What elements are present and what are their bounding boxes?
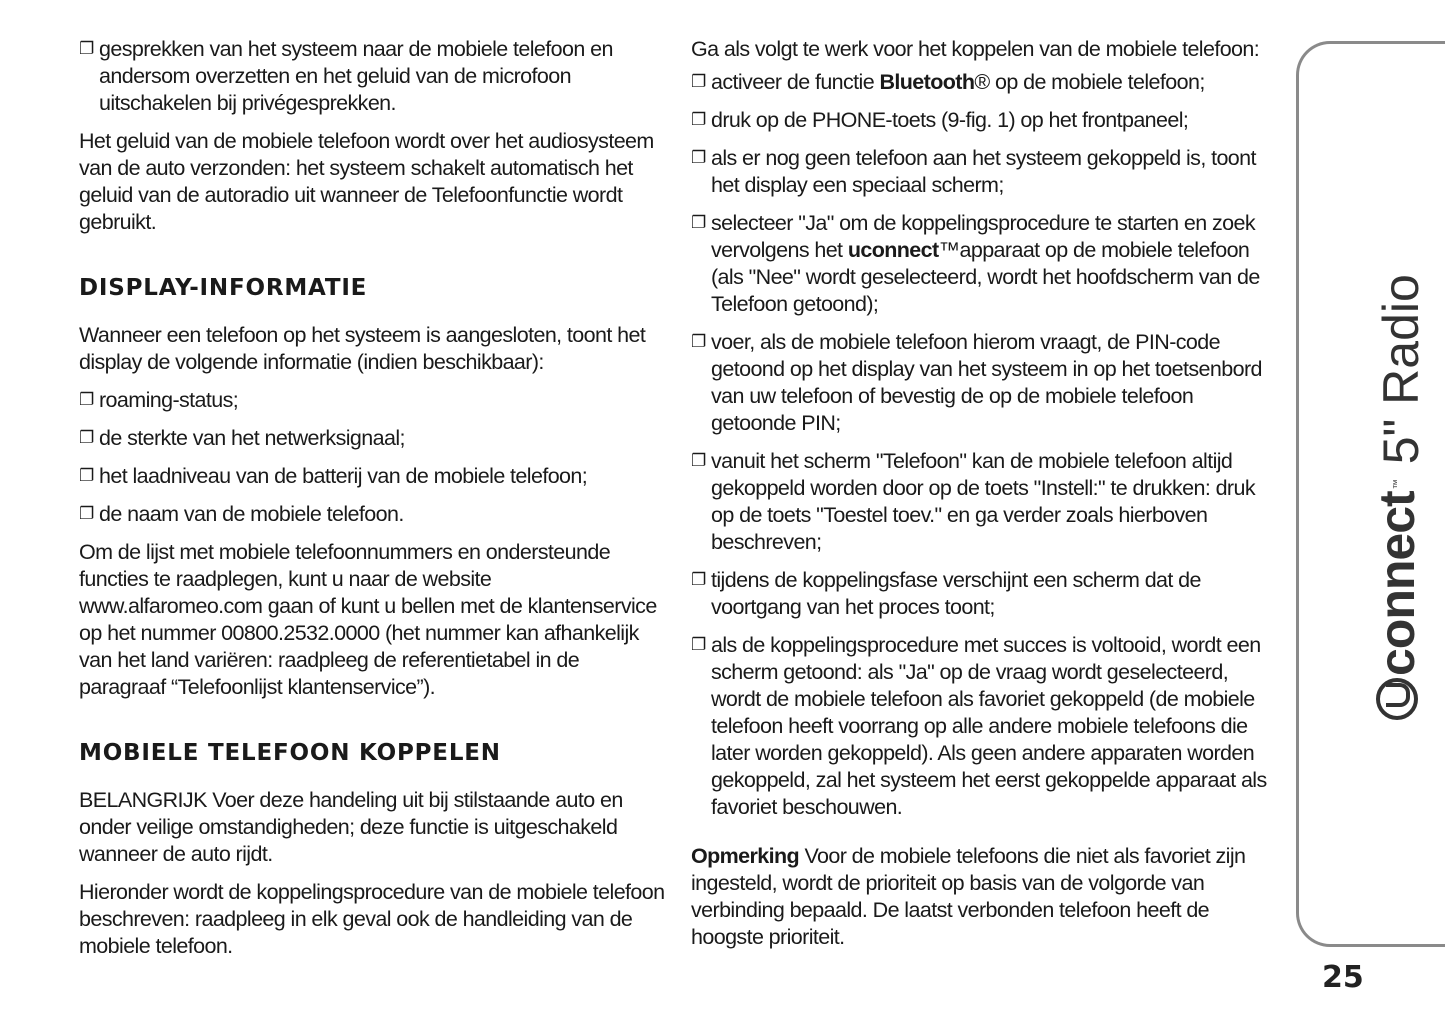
list-item: ❐ het laadniveau van de batterij van de mobiele telefoon; (79, 463, 669, 490)
paragraph-belangrijk: BELANGRIJK Voer deze handeling uit bij stilstaande auto en onder veilige omstandigheden; deze functie is uitgeschakeld wanneer de auto rijdt. (79, 788, 623, 866)
list-item (691, 69, 1281, 96)
text: ™apparaat op de mobiele telefoon (als "Nee" wordt geselecteerd, wordt het hoofdscherm van de Telefoon getoond); (711, 238, 1260, 316)
trademark: ™ (1391, 480, 1403, 490)
page-number: 25 (1322, 960, 1364, 995)
list-item: ❐ roaming-status; (79, 387, 669, 414)
list-item: ❐ tijdens de koppelingsfase verschijnt een scherm dat de voortgang van het proces toont; (691, 567, 1281, 621)
list-item: ❐ vanuit het scherm "Telefoon" kan de mobiele telefoon altijd gekoppeld worden door op de toets "Instell:" te drukken: druk op de toets "Toestel toev." en ga verder zoals hierboven beschreven; (691, 448, 1281, 556)
text: selecteer "Ja" om de koppelingsprocedure te starten en zoek vervolgens het (711, 211, 1255, 262)
logo-text: connect (1369, 491, 1425, 676)
note-label: Opmerking (691, 844, 800, 868)
paragraph-display: Wanneer een telefoon op het systeem is aangesloten, toont het display de volgende informatie (indien beschikbaar): (79, 323, 646, 374)
list-item (691, 210, 1281, 318)
paragraph-audio: Het geluid van de mobiele telefoon wordt over het audiosysteem van de auto verzonden: het systeem schakelt automatisch het geluid van de autoradio uit wanneer de Telefoonfunctie wordt gebruikt. (79, 129, 654, 234)
paragraph-procedure: Hieronder wordt de koppelingsprocedure van de mobiele telefoon beschreven: raadpleeg in elk geval ook de handleiding van de mobiele telefoon. (79, 880, 665, 958)
uconnect-term: uconnect (847, 238, 939, 262)
note-paragraph (691, 843, 1281, 951)
chapter-subtitle: 5" Radio (1373, 274, 1429, 465)
list-item: ❐ voer, als de mobiele telefoon hierom vraagt, de PIN-code getoond op het display van het systeem in op het toetsenbord van uw telefoon of bevestig de op de mobiele telefoon getoonde PIN; (691, 329, 1281, 437)
left-column (79, 36, 669, 971)
bluetooth-term: Bluetooth (879, 70, 975, 94)
list-item: ❐ als er nog geen telefoon aan het systeem gekoppeld is, toont het display een speciaal scherm; (691, 145, 1281, 199)
right-column (691, 36, 1281, 962)
paragraph-intro: Ga als volgt te werk voor het koppelen van de mobiele telefoon: (691, 37, 1260, 61)
text: activeer de functie (711, 70, 880, 94)
paragraph-website: Om de lijst met mobiele telefoonnummers en ondersteunde functies te raadplegen, kunt u naar de website www.alfaromeo.com gaan of kunt u bellen met de klantenservice op het nummer 00800.2532.0000 (het nummer kan afhankelijk van het land variëren: raadpleeg de referentietabel in de paragraaf “Telefoonlijst klantenservice”). (79, 540, 657, 699)
list-item: ❐ als de koppelingsprocedure met succes is voltooid, wordt een scherm getoond: als "Ja" op de vraag wordt geselecteerd, wordt de mobiele telefoon als favoriet gekoppeld (de mobiele telefoon heeft voorrang op alle andere mobiele telefoons die later worden gekoppeld). Als geen andere apparaten worden gekoppeld, zal het systeem het eerst gekoppelde apparaat als favoriet beschouwen. (691, 632, 1281, 821)
text: ® op de mobiele telefoon; (974, 70, 1205, 94)
list-item: ❐ de sterkte van het netwerksignaal; (79, 425, 669, 452)
heading-koppelen: MOBIELE TELEFOON KOPPELEN (79, 740, 501, 766)
uconnect-logo (1368, 480, 1426, 720)
list-item: ❐ de naam van de mobiele telefoon. (79, 501, 669, 528)
note-text: Voor de mobiele telefoons die niet als favoriet zijn ingesteld, wordt de prioriteit op basis van de volgorde van verbinding bepaald. De laatst verbonden telefoon heeft de hoogste prioriteit. (691, 844, 1246, 949)
uconnect-u-icon (1376, 678, 1418, 720)
list-item: ❐ druk op de PHONE-toets (9-fig. 1) op het frontpaneel; (691, 107, 1281, 134)
heading-display-informatie: DISPLAY-INFORMATIE (79, 275, 368, 301)
chapter-title (1368, 274, 1430, 720)
list-item: ❐ gesprekken van het systeem naar de mobiele telefoon en andersom overzetten en het geluid van de microfoon uitschakelen bij privégesprekken. (79, 36, 669, 117)
